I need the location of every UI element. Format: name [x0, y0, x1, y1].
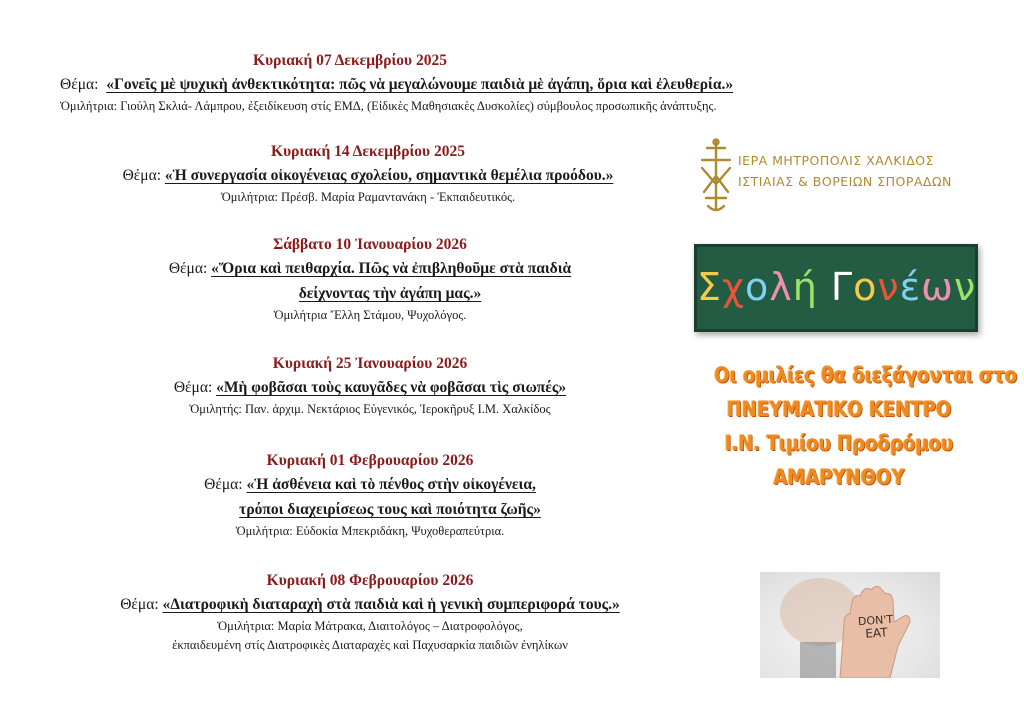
theme-title: «Γονεῖς μὲ ψυχικὴ ἀνθεκτικότητα: πῶς νὰ μεγαλώνουμε παιδιὰ μὲ ἀγάπη, ὅρια καὶ ἐλευθερία.»: [106, 76, 734, 93]
theme-title: «Ἡ ἀσθένεια καὶ τὸ πένθος στὴν οἰκογένεια,: [246, 476, 536, 493]
theme-title: «Ἡ συνεργασία οἰκογένειας σχολείου, σημαντικὰ θεμέλια προόδου.»: [164, 167, 614, 184]
theme-title: «Διατροφικὴ διαταραχὴ στὰ παιδιὰ καὶ ἡ γενικὴ συμπεριφορά τους.»: [162, 596, 620, 613]
event-speaker: Ὁμιλήτρια: Εὐδοκία Μπεκριδάκη, Ψυχοθεραπεύτρια.: [235, 524, 505, 538]
event-6: [30, 570, 710, 655]
event-theme: [30, 592, 710, 617]
theme-label: Θέμα:: [120, 596, 159, 613]
event-theme-cont: [40, 497, 700, 522]
event-date: Σάββατο 10 Ἰανουαρίου 2026: [273, 236, 467, 253]
venue-notice: [714, 358, 1018, 494]
hand-text: [853, 612, 899, 641]
venue-line-4: ΑΜΑΡΥΝΘΟΥ: [773, 465, 905, 489]
event-2: [48, 141, 688, 207]
logo-text: [738, 150, 952, 192]
theme-label: Θέμα:: [60, 76, 99, 93]
dont-eat-photo: [760, 572, 940, 678]
event-theme: [40, 256, 700, 281]
event-theme: [40, 472, 700, 497]
event-speaker: Ὁμιλήτρια Ἔλλη Στάμου, Ψυχολόγος.: [273, 308, 467, 322]
theme-title: «Μὴ φοβᾶσαι τοὺς καυγᾶδες νὰ φοβᾶσαι τὶς σιωπές»: [216, 379, 567, 396]
event-1: [60, 50, 734, 116]
event-4: [40, 353, 700, 419]
venue-line-3: Ι.Ν. Τιμίου Προδρόμου: [724, 431, 954, 455]
theme-title-line2: δείχνοντας τὴν ἀγάπη μας.»: [298, 285, 482, 302]
event-date: Κυριακή 08 Φεβρουαρίου 2026: [266, 572, 474, 589]
event-speaker: Ὁμιλήτρια: Γιούλη Σκλιά- Λάμπρου, ἐξειδίκευση στίς ΕΜΔ, (Εἰδικὲς Μαθησιακὲς Δυσκολίες) σύμβουλος προσωπικῆς ἀνάπτυξης.: [60, 99, 717, 113]
hand-text-line-1: DON'T: [857, 612, 894, 629]
theme-title-line2: τρόποι διαχειρίσεως τους καὶ ποιότητα ζωῆς»: [239, 501, 541, 518]
logo-line-1: ΙΕΡΑ ΜΗΤΡΟΠΟΛΙΣ ΧΑΛΚΙΔΟΣ: [738, 153, 935, 168]
venue-line-1: Οι ομιλίες θα διεξάγονται στο: [714, 363, 1018, 387]
school-title: Σχολή Γονέων: [697, 265, 977, 309]
theme-label: Θέμα:: [168, 260, 208, 277]
event-theme: [60, 72, 734, 97]
event-theme-cont: [40, 281, 700, 306]
theme-title: «Ὅρια καὶ πειθαρχία. Πῶς νὰ ἐπιβληθοῦμε στὰ παιδιὰ: [211, 260, 572, 277]
cross-monogram-icon: [696, 136, 736, 214]
event-speaker: Ὁμιλητής: Παν. ἀρχιμ. Νεκτάριος Εὐγενικός, Ἱεροκῆρυξ Ι.Μ. Χαλκίδος: [189, 402, 551, 416]
event-3: [40, 234, 700, 325]
event-date: Κυριακή 01 Φεβρουαρίου 2026: [266, 452, 474, 469]
event-date: Κυριακή 25 Ἰανουαρίου 2026: [272, 355, 468, 372]
theme-label: Θέμα:: [173, 379, 213, 396]
event-speaker-cont: ἐκπαιδευμένη στίς Διατροφικὲς Διαταραχὲς καὶ Παχυσαρκία παιδιῶν ἐνηλίκων: [172, 638, 568, 652]
hand-text-line-2: EAT: [864, 625, 888, 641]
logo-line-2: ΙΣΤΙΑΙΑΣ & ΒΟΡΕΙΩΝ ΣΠΟΡΑΔΩΝ: [738, 174, 952, 189]
event-theme: [48, 163, 688, 188]
school-chalkboard: [694, 244, 978, 332]
hand-icon: [760, 572, 940, 678]
event-speaker: Ὁμιλήτρια: Πρέσβ. Μαρία Ραμαντανάκη - Ἐκπαιδευτικός.: [220, 190, 516, 204]
event-5: [40, 450, 700, 541]
event-speaker: Ὁμιλήτρια: Μαρία Μάτρακα, Διαιτολόγος – Διατροφολόγος,: [217, 619, 523, 633]
event-theme: [40, 375, 700, 400]
venue-line-2: ΠΝΕΥΜΑΤΙΚΟ ΚΕΝΤΡΟ: [726, 397, 952, 421]
theme-label: Θέμα:: [204, 476, 243, 493]
event-date: Κυριακή 07 Δεκεμβρίου 2025: [253, 52, 447, 69]
metropolis-logo: [696, 136, 981, 214]
event-date: Κυριακή 14 Δεκεμβρίου 2025: [271, 143, 465, 160]
theme-label: Θέμα:: [122, 167, 162, 184]
